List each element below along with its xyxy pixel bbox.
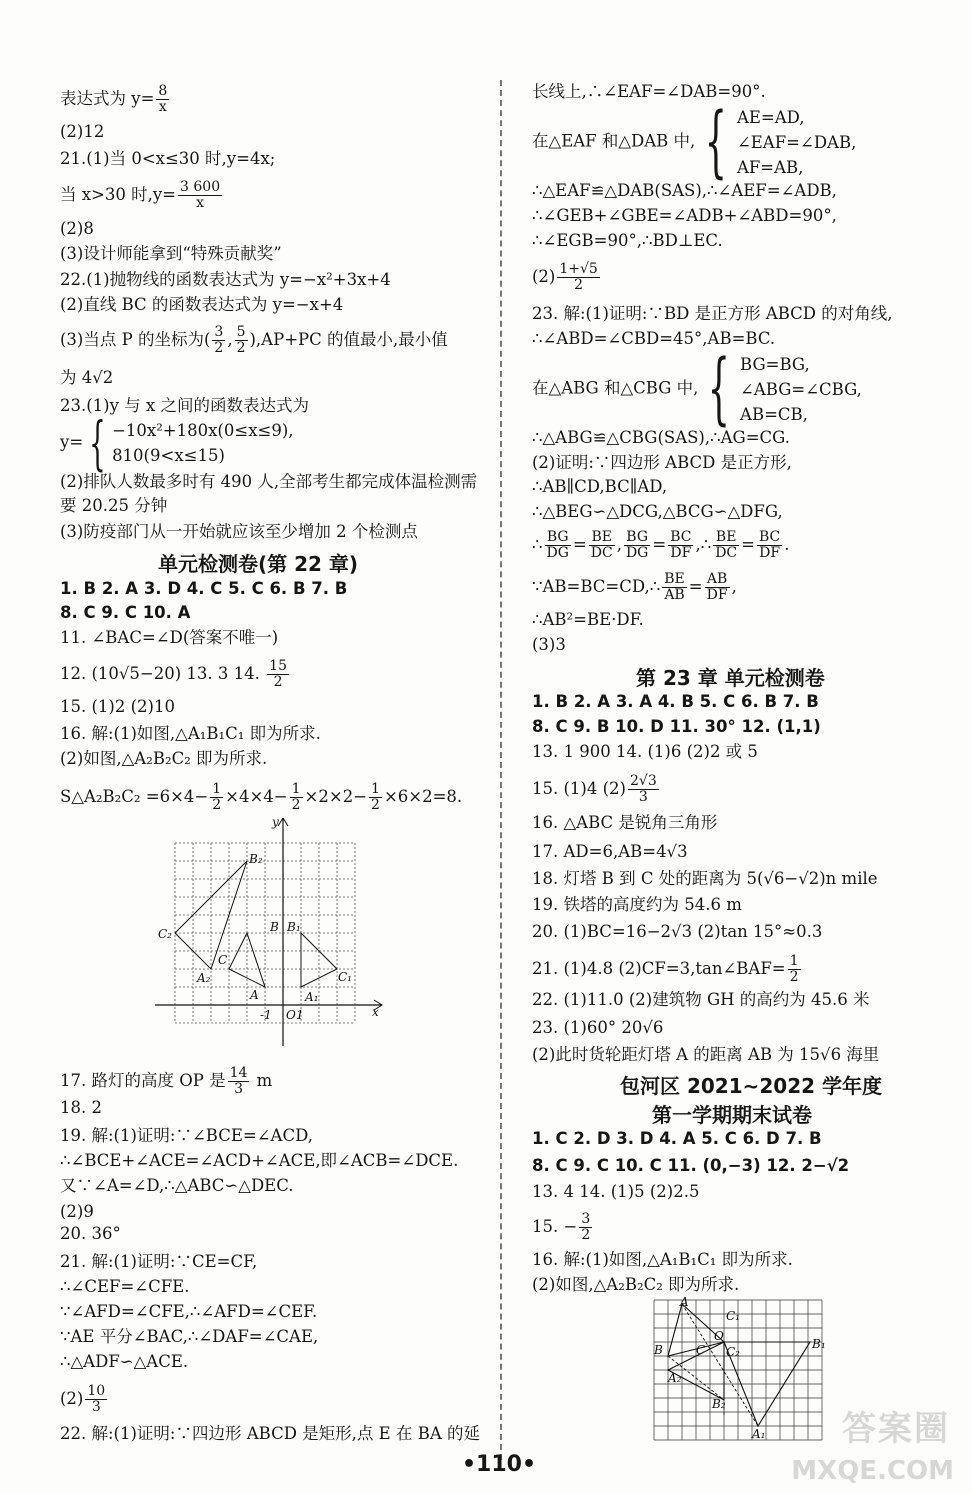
answer-line: ∴△ABG≌△CBG(SAS),∴AG=CG. bbox=[532, 428, 790, 447]
answer-line: 为 4√2 bbox=[60, 368, 114, 387]
answer-line: 16. 解:(1)如图,△A₁B₁C₁ 即为所求. bbox=[60, 724, 321, 743]
tick-label: 1 bbox=[296, 1008, 304, 1022]
point-label: A bbox=[250, 988, 259, 1002]
point-label: B₂ bbox=[249, 852, 263, 866]
point-label: C₂ bbox=[726, 1345, 740, 1359]
system-of-equations: 在△EAF 和△DAB 中, { AE=AD, ∠EAF=∠DAB, AF=AB, bbox=[532, 97, 857, 187]
section-heading: 第 23 章 单元检测卷 bbox=[636, 666, 825, 690]
column-divider bbox=[500, 80, 502, 1460]
answer-line: 22. (1)11.0 (2)建筑物 GH 的高约为 45.6 米 bbox=[532, 990, 870, 1009]
answer-line: ∴△EAF≌△DAB(SAS),∴∠AEF=∠ADB, bbox=[532, 181, 837, 200]
answer-line: ∴∠BCE+∠ACE=∠ACD+∠ACE,即∠ACB=∠DCE. bbox=[60, 1151, 459, 1170]
answer-line: ∴∠GEB+∠GBE=∠ADB+∠ABD=90°, bbox=[532, 206, 837, 225]
choice-answers: 1. C 2. D 3. D 4. A 5. C 6. D 7. B bbox=[532, 1129, 822, 1148]
answer-line: (2) $\frac{1+√5}{2}$ bbox=[532, 261, 598, 293]
answer-line: 20. 36° bbox=[60, 1224, 121, 1243]
x-axis-label: x bbox=[372, 1005, 379, 1019]
answer-line: (2)证明:∵四边形 ABCD 是正方形, bbox=[532, 453, 792, 472]
point-label: C bbox=[218, 953, 228, 967]
grid-figure-2 bbox=[650, 1296, 830, 1444]
answer-line: ∴∠ABD=∠CBD=45°,AB=BC. bbox=[532, 329, 776, 348]
answer-line: (3)当点 P 的坐标为( $\frac{3}{2}$ , $\frac{5}{2}$ ),AP+PC 的值最小,最小值 bbox=[60, 324, 448, 356]
choice-answers: 1. B 2. A 3. D 4. C 5. C 6. B 7. B bbox=[60, 579, 348, 598]
answer-line: 表达式为 y= $\frac{8}{x}$ bbox=[60, 83, 168, 115]
answer-line: ∵∠AFD=∠CFE,∴∠AFD=∠CEF. bbox=[60, 1302, 318, 1321]
answer-line: ∴∠EGB=90°,∴BD⊥EC. bbox=[532, 231, 723, 250]
answer-line: 22. 解:(1)证明:∵四边形 ABCD 是矩形,点 E 在 BA 的延 bbox=[60, 1424, 480, 1443]
answer-line: 23. 解:(1)证明:∵BD 是正方形 ABCD 的对角线, bbox=[532, 304, 893, 323]
point-label: A₁ bbox=[305, 990, 319, 1004]
answer-line: (2)9 bbox=[60, 1202, 94, 1221]
answer-line: 15. − $\frac{3}{2}$ bbox=[532, 1211, 591, 1243]
point-label: B₂ bbox=[712, 1397, 726, 1411]
point-label: A₁ bbox=[752, 1427, 766, 1441]
answer-line: ∴AB∥CD,BC∥AD, bbox=[532, 477, 668, 496]
point-label: B bbox=[654, 1343, 663, 1357]
page-number: •110• bbox=[462, 1452, 537, 1477]
section-heading: 单元检测卷(第 22 章) bbox=[158, 552, 359, 576]
answer-line: ∴AB²=BE·DF. bbox=[532, 610, 644, 629]
answer-line: 21.(1)当 0<x≤30 时,y=4x; bbox=[60, 149, 276, 168]
answer-line: 当 x>30 时,y= $\frac{3 600}{x}$ bbox=[60, 179, 221, 211]
answer-line: (2)排队人数最多时有 490 人,全部考生都完成体温检测需 bbox=[60, 472, 478, 491]
grid-figure-1 bbox=[150, 818, 390, 1050]
answer-line: 11. ∠BAC=∠D(答案不唯一) bbox=[60, 628, 279, 647]
answer-line: 18. 灯塔 B 到 C 处的距离为 5(√6−√2)n mile bbox=[532, 869, 878, 888]
answer-line: (3)设计师能拿到“特殊贡献奖” bbox=[60, 244, 282, 263]
answer-line: (2)12 bbox=[60, 122, 105, 141]
point-label: B₁ bbox=[812, 1337, 826, 1351]
answer-line: 13. 1 900 14. (1)6 (2)2 或 5 bbox=[532, 742, 758, 761]
tick-label: -1 bbox=[260, 1008, 272, 1022]
section-heading: 包河区 2021∼2022 学年度 bbox=[620, 1074, 883, 1098]
answer-line: (2)8 bbox=[60, 219, 94, 238]
answer-line: 21. (1)4.8 (2)CF=3,tan∠BAF= $\frac{1}{2}$ bbox=[532, 953, 799, 985]
answer-line: 17. 路灯的高度 OP 是 $\frac{14}{3}$ m bbox=[60, 1065, 273, 1097]
answer-line: 21. 解:(1)证明:∵CE=CF, bbox=[60, 1252, 258, 1271]
point-label: A₂ bbox=[197, 971, 211, 985]
system-of-equations: 在△ABG 和△CBG 中, { BG=BG, ∠ABG=∠CBG, AB=CB, bbox=[532, 344, 862, 434]
answer-line: 20. (1)BC=16−2√3 (2)tan 15°≈0.3 bbox=[532, 922, 823, 941]
answer-line: (2)直线 BC 的函数表达式为 y=−x+4 bbox=[60, 295, 344, 314]
answer-line: 23.(1)y 与 x 之间的函数表达式为 bbox=[60, 396, 309, 415]
answer-line: ∴△BEG∽△DCG,△BCG∽△DFG, bbox=[532, 502, 783, 521]
answer-line: (2) $\frac{10}{3}$ bbox=[60, 1383, 106, 1415]
answer-line: 15. (1)4 (2) $\frac{2√3}{3}$ bbox=[532, 773, 657, 805]
answer-line: (3)3 bbox=[532, 635, 566, 654]
answer-line: (2)此时货轮距灯塔 A 的距离 AB 为 15√6 海里 bbox=[532, 1045, 880, 1064]
answer-line: 19. 铁塔的高度约为 54.6 m bbox=[532, 895, 742, 914]
origin-label: O bbox=[286, 1008, 296, 1022]
choice-answers: 1. B 2. A 3. A 4. B 5. C 6. B 7. B bbox=[532, 692, 819, 711]
point-label: B₁ bbox=[287, 920, 301, 934]
answer-line: (2)如图,△A₂B₂C₂ 即为所求. bbox=[60, 749, 268, 768]
section-heading: 第一学期期末试卷 bbox=[652, 1103, 812, 1127]
answer-line: 19. 解:(1)证明:∵∠BCE=∠ACD, bbox=[60, 1126, 313, 1145]
answer-line: ∴△ADF∽△ACE. bbox=[60, 1352, 189, 1371]
answer-line: 13. 4 14. (1)5 (2)2.5 bbox=[532, 1182, 700, 1201]
point-label: B bbox=[270, 920, 279, 934]
ratio-line: ∵AB=BC=CD,∴ $\frac{BE}{AB}$ = $\frac{AB}{DF}$ , bbox=[532, 571, 737, 603]
watermark-logo: 答案圈 bbox=[842, 1409, 950, 1449]
point-label: O bbox=[714, 1329, 724, 1343]
answer-line: 23. (1)60° 20√6 bbox=[532, 1018, 664, 1037]
y-axis-label: y bbox=[272, 818, 279, 829]
answer-line: 长线上,∴∠EAF=∠DAB=90°. bbox=[532, 82, 766, 101]
point-label: C₁ bbox=[726, 1309, 740, 1323]
answer-line: 18. 2 bbox=[60, 1098, 102, 1117]
answer-line: ∵AE 平分∠BAC,∴∠DAF=∠CAE, bbox=[60, 1327, 319, 1346]
answer-line: 16. △ABC 是锐角三角形 bbox=[532, 813, 718, 832]
point-label: A₂ bbox=[668, 1371, 682, 1385]
answer-line: 17. AD=6,AB=4√3 bbox=[532, 842, 688, 861]
watermark-text: MXQE.COM bbox=[791, 1456, 954, 1486]
point-label: A bbox=[680, 1296, 689, 1309]
choice-answers: 8. C 9. C 10. C 11. (0,−3) 12. 2−√2 bbox=[532, 1156, 850, 1175]
answer-line: (2)如图,△A₂B₂C₂ 即为所求. bbox=[532, 1275, 740, 1294]
choice-answers: 8. C 9. C 10. A bbox=[60, 603, 191, 622]
point-label: C₂ bbox=[158, 927, 172, 941]
point-label: C₁ bbox=[338, 970, 352, 984]
ratio-line: ∴ $\frac{BG}{DG}$ = $\frac{BE}{DC}$ , $\frac{BG}{DG}$ = $\frac{BC}{DF}$ ,∴ $\frac{BE}{DC}$ = $\frac{BC}{DF}$ . bbox=[532, 529, 790, 561]
answer-line: 要 20.25 分钟 bbox=[60, 496, 168, 515]
piecewise-function: y= { −10x²+180x(0≤x≤9), 810(9<x≤15) bbox=[60, 409, 294, 477]
answer-line: (3)防疫部门从一开始就应该至少增加 2 个检测点 bbox=[60, 522, 418, 541]
answer-line: ∴∠CEF=∠CFE. bbox=[60, 1277, 190, 1296]
area-formula: S△A₂B₂C₂ =6×4− $\frac{1}{2}$ ×4×4− $\frac{1}{2}$ ×2×2− $\frac{1}{2}$ ×6×2=8. bbox=[60, 781, 463, 813]
choice-answers: 8. C 9. B 10. D 11. 30° 12. (1,1) bbox=[532, 717, 821, 736]
answer-line: 12. (10√5−20) 13. 3 14. $\frac{15}{2}$ bbox=[60, 658, 287, 690]
answer-line: 22.(1)抛物线的函数表达式为 y=−x²+3x+4 bbox=[60, 270, 391, 289]
point-label: C bbox=[696, 1343, 706, 1357]
answer-line: 15. (1)2 (2)10 bbox=[60, 697, 175, 716]
answer-line: 又∵∠A=∠D,∴△ABC∽△DEC. bbox=[60, 1176, 294, 1195]
answer-line: 16. 解:(1)如图,△A₁B₁C₁ 即为所求. bbox=[532, 1250, 793, 1269]
